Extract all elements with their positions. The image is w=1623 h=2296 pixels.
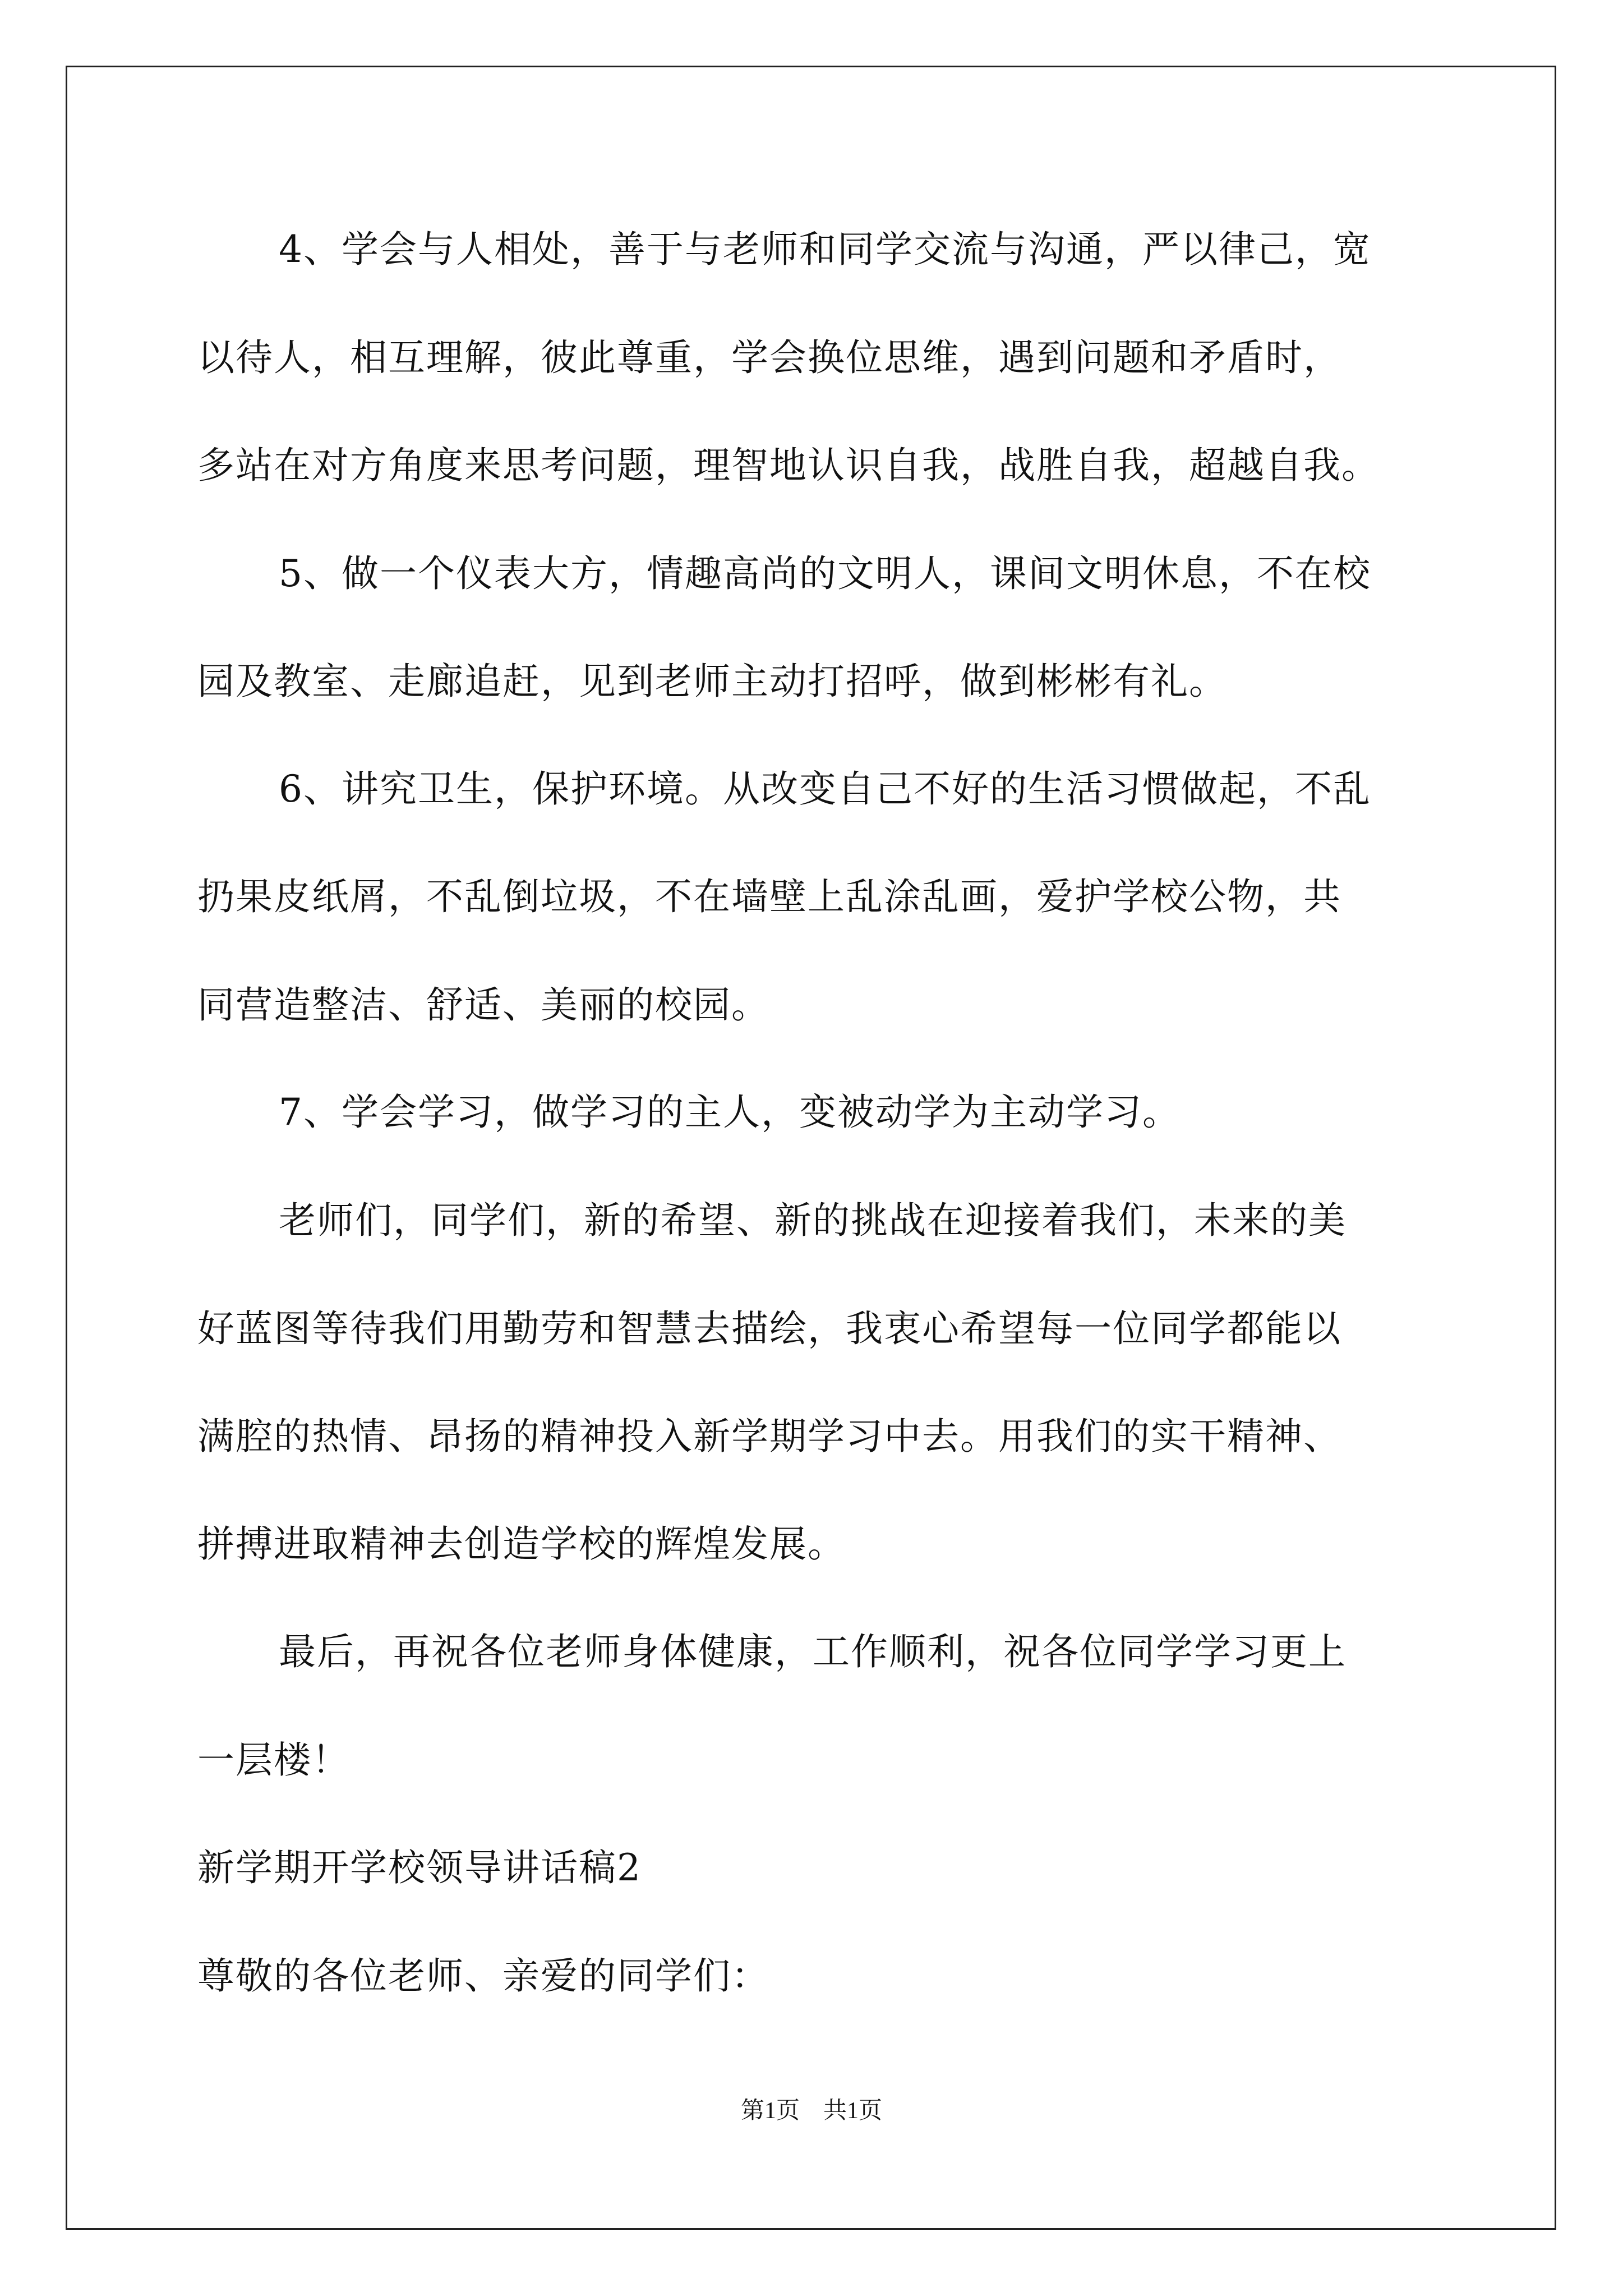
paragraph-4-line-1: 4、学会与人相处，善于与老师和同学交流与沟通，严以律己，宽 [279,228,1371,271]
closing-paragraph-line-2: 好蓝图等待我们用勤劳和智慧去描绘，我衷心希望每一位同学都能以 [197,1307,1341,1350]
paragraph-6-line-2: 扔果皮纸屑，不乱倒垃圾，不在墙壁上乱涂乱画，爱护学校公物，共 [197,875,1341,918]
paragraph-5-line-1: 5、做一个仪表大方，情趣高尚的文明人，课间文明休息，不在校 [279,552,1371,595]
paragraph-4-line-3: 多站在对方角度来思考问题，理智地认识自我，战胜自我，超越自我。 [197,444,1380,487]
paragraph-6-line-3: 同营造整洁、舒适、美丽的校园。 [197,983,769,1027]
section-heading: 新学期开学校领导讲话稿2 [197,1846,642,1889]
final-wish-line-2: 一层楼！ [197,1738,350,1782]
closing-paragraph-line-1: 老师们，同学们，新的希望、新的挑战在迎接着我们，未来的美 [279,1199,1347,1242]
paragraph-7-line-1: 7、学会学习，做学习的主人，变被动学为主动学习。 [279,1091,1181,1134]
page-footer: 第1页 共1页 [740,2098,882,2124]
salutation: 尊敬的各位老师、亲爱的同学们： [197,1954,769,1998]
paragraph-6-line-1: 6、讲究卫生，保护环境。从改变自己不好的生活习惯做起，不乱 [279,767,1371,811]
closing-paragraph-line-4: 拼搏进取精神去创造学校的辉煌发展。 [197,1522,846,1566]
closing-paragraph-line-3: 满腔的热情、昂扬的精神投入新学期学习中去。用我们的实干精神、 [197,1415,1341,1458]
paragraph-5-line-2: 园及教室、走廊追赶，见到老师主动打招呼，做到彬彬有礼。 [197,660,1227,703]
final-wish-line-1: 最后，再祝各位老师身体健康，工作顺利，祝各位同学学习更上 [279,1630,1347,1673]
paragraph-4-line-2: 以待人，相互理解，彼此尊重，学会换位思维，遇到问题和矛盾时， [197,336,1341,379]
page-border [66,66,1556,2230]
